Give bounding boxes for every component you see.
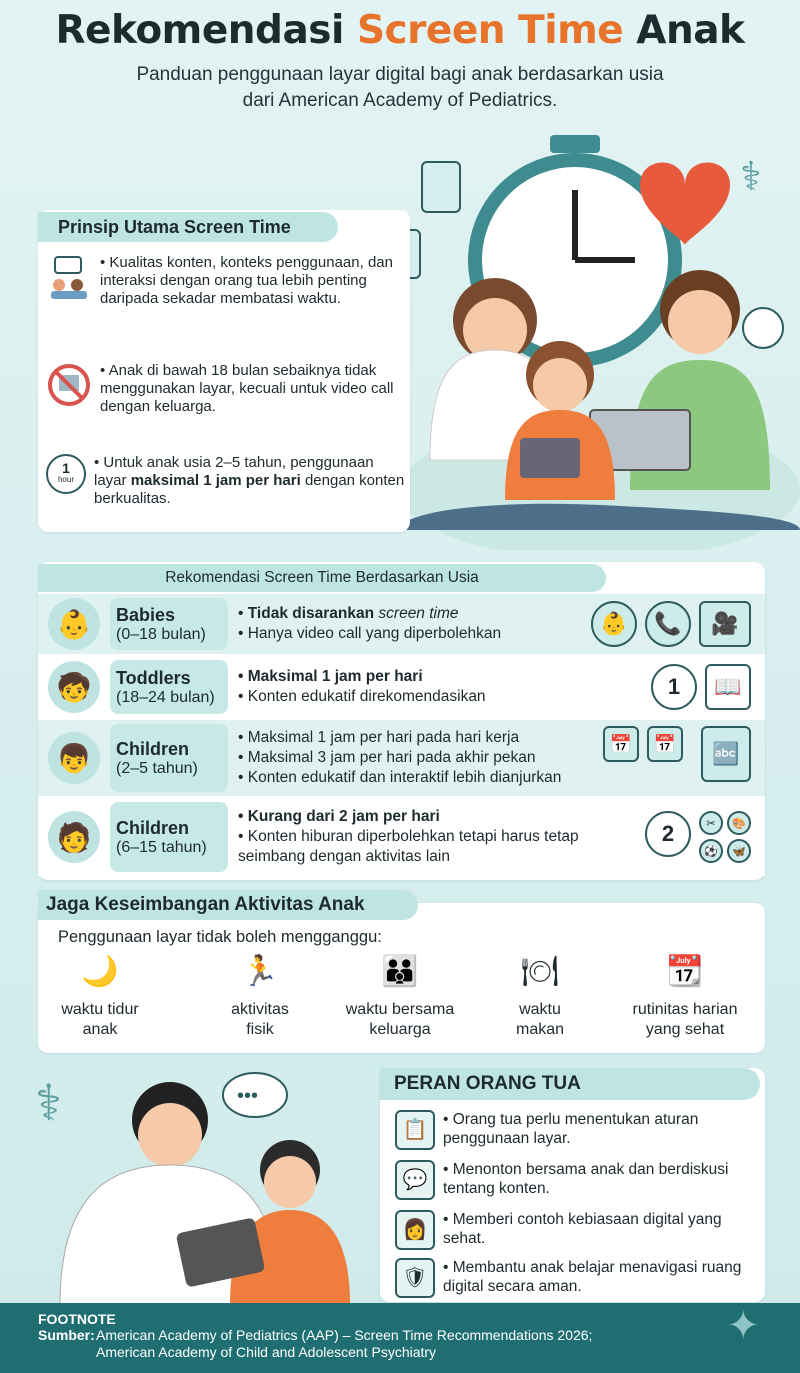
activity-label: yang sehat <box>645 1021 725 1038</box>
title-part: Rekomendasi <box>55 8 344 53</box>
title-part: Anak <box>636 8 745 53</box>
bullet: • Maksimal 1 jam per hari pada hari kerja <box>238 728 603 748</box>
baby-avatar-icon: 👶 <box>48 598 100 650</box>
subtitle <box>40 62 760 114</box>
footnote-label: FOOTNOTE <box>38 1311 116 1327</box>
table-row <box>38 594 765 654</box>
balance-title: Jaga Keseimbangan Aktivitas Anak <box>38 890 418 920</box>
age-label <box>110 660 228 714</box>
chat-icon: 💬 <box>395 1160 435 1200</box>
activity-label: makan <box>515 1021 565 1038</box>
svg-text:•••: ••• <box>237 1085 259 1107</box>
timer-value: 1 <box>667 674 681 699</box>
activity-label: waktu tidur <box>61 1001 139 1018</box>
age-range: (0–18 bulan) <box>116 625 206 643</box>
activity-label: rutinitas harian <box>632 1001 738 1018</box>
family-hero-illustration <box>400 130 800 550</box>
parent-role-item <box>395 1160 755 1200</box>
role-model-icon: 👩 <box>395 1210 435 1250</box>
principle-item <box>46 362 406 416</box>
calendar-clock-icon: 📆 <box>666 955 704 988</box>
text: dengan konten berkualitas. <box>94 472 405 507</box>
age-range: (18–24 bulan) <box>116 688 215 706</box>
row-text <box>238 604 591 644</box>
bullet: • Konten hiburan diperbolehkan tetapi harus tetap seimbang dengan aktivitas lain <box>238 827 645 867</box>
age-label <box>110 598 228 650</box>
principles-card <box>38 210 410 532</box>
footer <box>0 1303 800 1373</box>
bullet: • Kurang dari 2 jam per hari <box>238 807 645 827</box>
tablet-icon <box>422 162 460 212</box>
table-row <box>38 798 765 876</box>
source-label: Sumber: <box>38 1327 95 1343</box>
age-group: Children <box>116 817 190 838</box>
meal-icon: 🍽 <box>520 955 560 988</box>
age-table-title: Rekomendasi Screen Time Berdasarkan Usia <box>38 564 606 592</box>
parent-role-item <box>395 1110 755 1150</box>
family-chat-icon <box>46 254 92 300</box>
bullet-italic: screen time <box>378 605 459 622</box>
bullet: Tidak disarankan <box>247 605 379 622</box>
moon-sleep-icon: 🌙 <box>81 955 119 988</box>
principle-item <box>46 254 406 308</box>
parent-role-text: • Orang tua perlu menentukan aturan penggunaan layar. <box>443 1110 755 1150</box>
small-clock-icon <box>743 308 783 348</box>
svg-text:⚕: ⚕ <box>740 155 762 199</box>
age-group: Babies <box>116 604 176 625</box>
bullet: • Maksimal 1 jam per hari <box>238 667 651 687</box>
bullet: • Hanya video call yang diperbolehkan <box>238 624 591 644</box>
activity-item <box>615 950 755 1040</box>
table-row <box>38 720 765 796</box>
row-text <box>238 807 645 867</box>
timer-value: 2 <box>661 821 675 846</box>
calendar-icon: 📅 <box>647 726 683 762</box>
activities-icon-grid: ✂ 🎨 ⚽ 🦋 <box>699 811 751 863</box>
activity-label: aktivitas <box>231 1001 289 1018</box>
baby-icon: 👶 <box>591 601 637 647</box>
bullet: • Konten edukatif dan interaktif lebih dianjurkan <box>238 768 603 788</box>
activity-item <box>470 950 610 1040</box>
bullet: • Konten edukatif direkomendasikan <box>238 687 651 707</box>
table-row <box>38 656 765 718</box>
bullet: • Maksimal 3 jam per hari pada akhir pekan <box>238 748 603 768</box>
parents-title: PERAN ORANG TUA <box>380 1068 760 1100</box>
age-label <box>110 802 228 872</box>
hour-number: 1 <box>62 460 70 476</box>
row-text <box>238 667 651 707</box>
activity-label: keluarga <box>369 1021 431 1038</box>
subtitle-line: dari American Academy of Pediatrics. <box>242 90 558 111</box>
age-label <box>110 724 228 792</box>
running-icon: 🏃 <box>241 955 279 988</box>
svg-text:⚕: ⚕ <box>35 1075 63 1131</box>
hour-unit: hour <box>57 475 74 484</box>
source-line: American Academy of Child and Adolescent Psychiatry <box>96 1344 437 1360</box>
principle-text: • Kualitas konten, konteks penggunaan, dan interaksi dengan orang tua lebih penting daripada sekadar membatasi waktu. <box>100 254 406 308</box>
sparkle-icon: ✦ <box>726 1304 760 1348</box>
parent-role-item <box>395 1210 755 1250</box>
page-title <box>0 8 800 53</box>
title-highlight: Screen Time <box>356 8 624 53</box>
parent-role-text: • Menonton bersama anak dan berdiskusi tentang konten. <box>443 1160 755 1200</box>
activity-label: waktu <box>519 1001 561 1018</box>
text-bold: maksimal 1 jam per hari <box>130 472 301 489</box>
phone-icon: 📞 <box>645 601 691 647</box>
parent-child-tablet-illustration <box>30 1060 390 1305</box>
family-icon: 👪 <box>381 955 419 988</box>
row-text <box>238 728 603 788</box>
timer-icon <box>645 811 691 857</box>
subtitle-line: Panduan penggunaan layar digital bagi anak berdasarkan usia <box>136 64 664 85</box>
age-range: (2–5 tahun) <box>116 759 198 777</box>
calendar-icon: 📅 <box>603 726 639 762</box>
parent-role-item <box>395 1258 755 1298</box>
activity-label: anak <box>82 1021 118 1038</box>
one-hour-icon <box>46 454 86 494</box>
principle-text: • Anak di bawah 18 bulan sebaiknya tidak menggunakan layar, kecuali untuk video call dengan keluarga. <box>100 362 406 416</box>
parent-role-text: • Memberi contoh kebiasaan digital yang sehat. <box>443 1210 755 1250</box>
activity-item <box>190 950 330 1040</box>
toddler-avatar-icon: 🧒 <box>48 661 100 713</box>
timer-icon <box>651 664 697 710</box>
principle-text <box>94 454 406 508</box>
principles-title: Prinsip Utama Screen Time <box>38 212 338 242</box>
no-screen-icon <box>46 362 92 408</box>
safe-browser-icon: 🛡 <box>395 1258 435 1298</box>
child-avatar-icon: 👦 <box>48 732 100 784</box>
video-call-icon: 🎥 <box>699 601 751 647</box>
principle-item <box>46 454 406 508</box>
activity-item <box>30 950 170 1040</box>
older-child-avatar-icon: 🧑 <box>48 811 100 863</box>
parent-role-text: • Membantu anak belajar menavigasi ruang digital secara aman. <box>443 1258 755 1298</box>
balance-intro: Penggunaan layar tidak boleh mengganggu: <box>58 928 382 946</box>
abc-blocks-icon: 🔤 <box>701 726 751 782</box>
checklist-icon: 📋 <box>395 1110 435 1150</box>
age-group: Toddlers <box>116 667 191 688</box>
book-icon: 📖 <box>705 664 751 710</box>
age-group: Children <box>116 738 190 759</box>
activity-label: fisik <box>246 1021 274 1038</box>
age-range: (6–15 tahun) <box>116 838 207 856</box>
activity-label: waktu bersama <box>345 1001 455 1018</box>
activity-item <box>330 950 470 1040</box>
text: Untuk anak usia 2–5 tahun, penggunaan layar <box>94 454 374 489</box>
source-line: American Academy of Pediatrics (AAP) – Screen Time Recommendations 2026; <box>96 1327 593 1343</box>
